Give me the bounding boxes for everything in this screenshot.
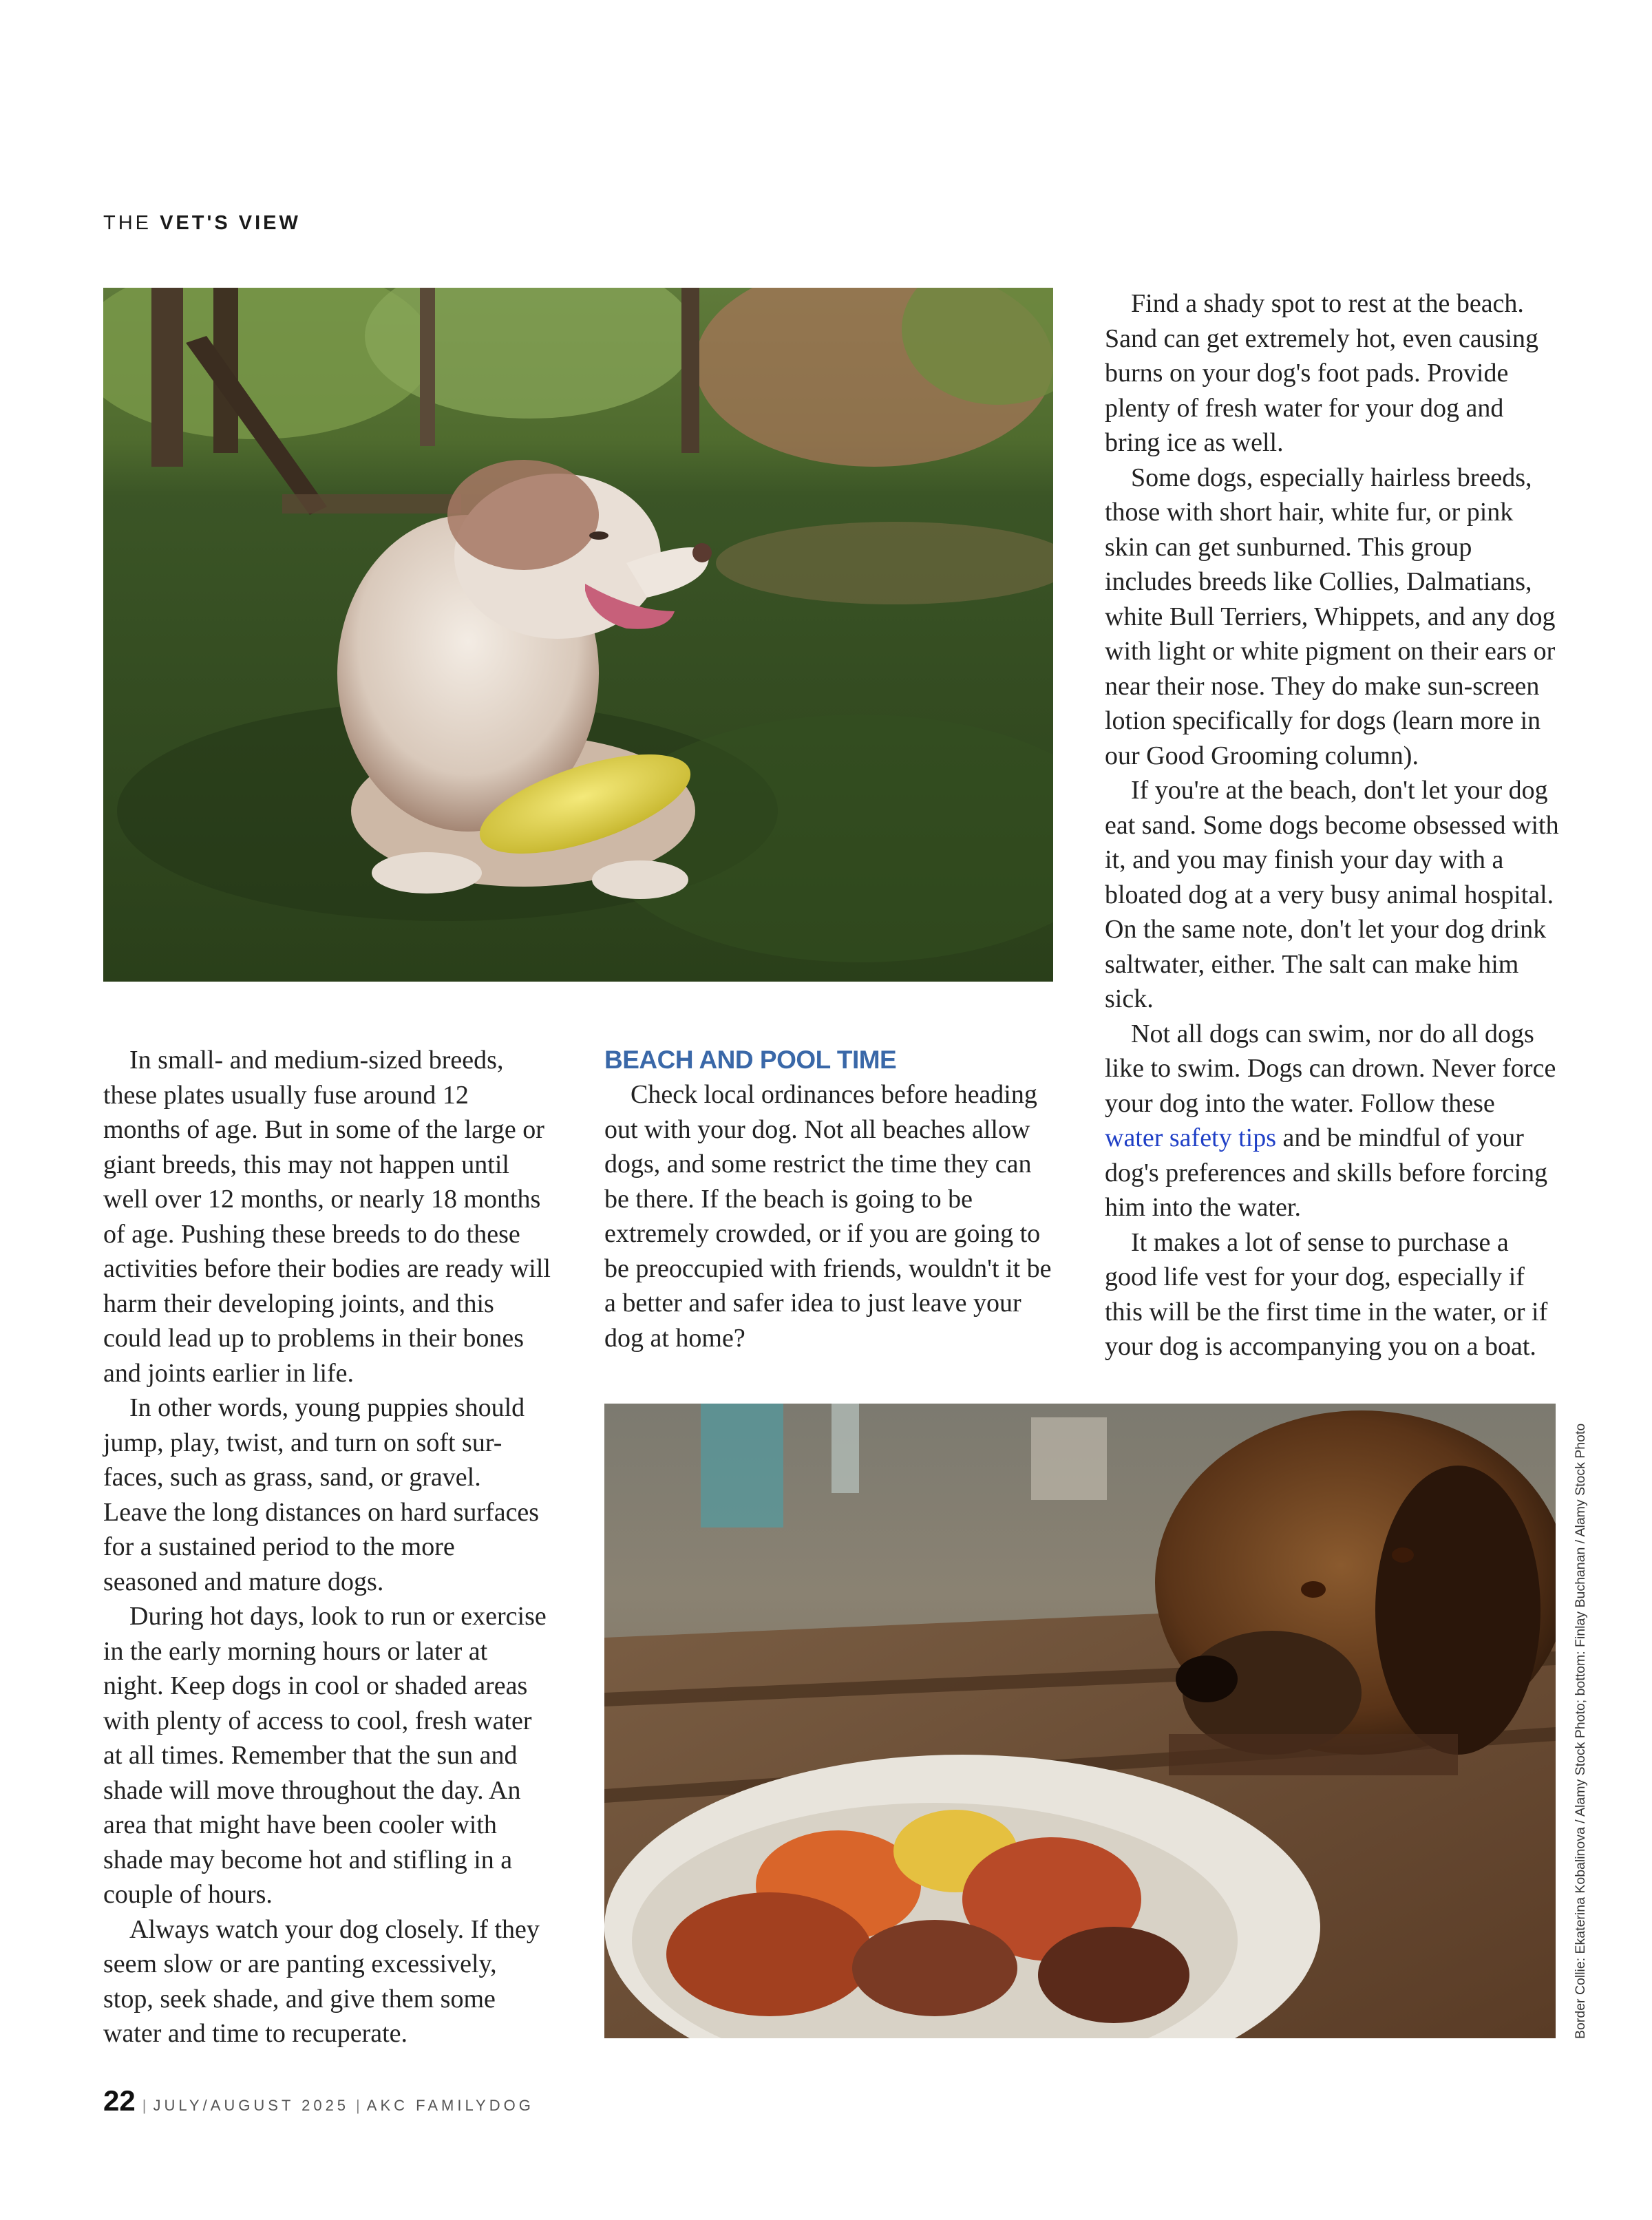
page-number: 22 bbox=[103, 2084, 136, 2117]
article-column-middle bbox=[604, 1043, 1052, 1355]
paragraph: Always watch your dog closely. If they seem slow or are panting excessively, stop, seek shade, and give them some water and time to recuperate. bbox=[103, 1914, 540, 2048]
water-safety-tips-link[interactable]: water safety tips bbox=[1105, 1123, 1277, 1152]
border-collie-photo bbox=[103, 288, 1053, 982]
footer-separator: | bbox=[142, 2097, 147, 2114]
article-column-left bbox=[103, 1043, 551, 2051]
paragraph: Check local ordinances before heading out with your dog. Not all beaches allow dogs, and some restrict the time they can be there. If the beach is going to be extremely crowded, or if you are going to be preoccupied with friends, wouldn't it be a better and safer idea to just leave your dog at home? bbox=[604, 1080, 1052, 1353]
magazine-name: AKC FAMILYDOG bbox=[366, 2097, 534, 2114]
footer-separator: | bbox=[356, 2097, 360, 2114]
paragraph: Find a shady spot to rest at the beach. Sand can get extremely hot, even causing burns on your dog's foot pads. Provide plenty of fresh water for your dog and bring ice as well. bbox=[1105, 289, 1538, 457]
page-footer bbox=[103, 2084, 534, 2117]
dog-at-table-photo bbox=[604, 1404, 1556, 2038]
paragraph-text: and be mindful of your dog's preferences and skills before forcing him into the water. bbox=[1105, 1123, 1548, 1222]
issue-date: JULY/AUGUST 2025 bbox=[153, 2097, 350, 2114]
paragraph: Some dogs, especially hairless breeds, those with short hair, white fur, or pink skin can get sunburned. This group includes breeds like Collies, Dalmatians, white Bull Terriers, Whippets, and any dog with light or white pigment on their ears or near their nose. They do make sun-screen lotion specifically for dogs (learn more in our Good Grooming column). bbox=[1105, 463, 1556, 770]
section-label bbox=[103, 212, 301, 235]
paragraph: In small- and medium-sized breeds, these plates usually fuse around 12 months of age. But in some of the large or giant breeds, this may not happen until well over 12 months, or nearly 18 months of age. Pushing these breeds to do these activities before their bodies are ready will harm their developing joints, and this could lead up to problems in their bones and joints earlier in life. bbox=[103, 1046, 551, 1388]
article-column-right bbox=[1105, 286, 1559, 1364]
paragraph bbox=[1105, 1017, 1559, 1225]
section-label-title: VET'S VIEW bbox=[160, 212, 301, 234]
paragraph: If you're at the beach, don't let your dog eat sand. Some dogs become obsessed with it, and you may finish your day with a bloated dog at a very busy animal hospital. On the same note, don't let your dog drink saltwater, either. The salt can make him sick. bbox=[1105, 776, 1559, 1013]
section-subhead: BEACH AND POOL TIME bbox=[604, 1046, 897, 1074]
photo-credit: Border Collie: Ekaterina Kobalinova / Alamy Stock Photo; bottom: Finlay Buchanan / Alamy Stock Photo bbox=[1573, 1423, 1588, 2039]
paragraph: It makes a lot of sense to purchase a good life vest for your dog, especially if this will be the first time in the water, or if your dog is accompanying you on a boat. bbox=[1105, 1227, 1548, 1361]
paragraph: In other words, young puppies should jump, play, twist, and turn on soft sur-faces, such as grass, sand, or gravel. Leave the long distances on hard surfaces for a sustained period to the more seasoned and mature dogs. bbox=[103, 1393, 540, 1596]
section-label-prefix: THE bbox=[103, 212, 151, 234]
paragraph-text: Not all dogs can swim, nor do all dogs like to swim. Dogs can drown. Never force your dog into the water. Follow these bbox=[1105, 1019, 1556, 1118]
paragraph: During hot days, look to run or exercise in the early morning hours or later at night. Keep dogs in cool or shaded areas with plenty of access to cool, fresh water at all times. Remember that the sun and shade will move throughout the day. An area that might have been cooler with shade may become hot and stifling in a couple of hours. bbox=[103, 1602, 547, 1909]
